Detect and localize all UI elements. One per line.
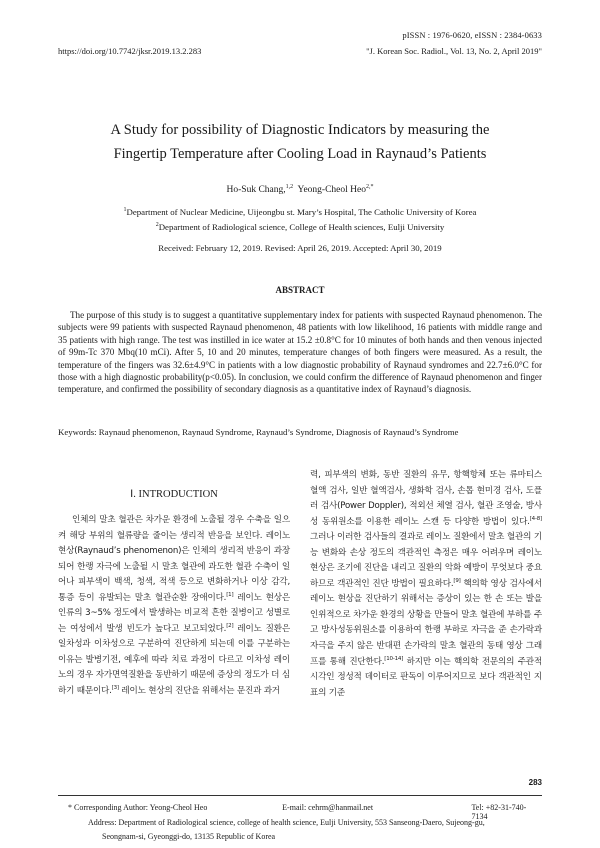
- intro-right-text-1: 력, 피부색의 변화, 동반 질환의 유무, 항핵항체 또는 류마티스 혈액 검사, 일반 혈액검사, 생화학 검사, 손톱 현미경 검사, 도플러 검사(Power Doppler), 적외선 체열 검사, 혈관 조영술, 방사성 동위원소를 이용한 레이노 스캔 등 다양한 방법이 있다.: [310, 470, 542, 527]
- intro-left-text-4: 레이노 현상의 진단을 위해서는 문진과 과거: [118, 686, 280, 697]
- header-row: [58, 46, 542, 56]
- intro-left-text-2: 레이노 현상은 인류의 3~5% 정도에서 발생하는 비교적 흔한 질병이고 성별로는 여성에서 발생 빈도가 높다고 보고되었다.: [58, 592, 290, 634]
- intro-right-text-2: 그러나 이러한 검사들의 결과로 레이노 질환에서 말초 혈관의 기능 변화와 손상 정도의 객관적인 측정은 매우 어려우며 레이노 현상은 조기에 진단을 내리고 질환의 악화 예방이 무엇보다 중요하므로 객관적인 진단 방법이 필요하다.: [310, 532, 542, 589]
- author-2: Yeong-Cheol Heo: [297, 185, 366, 196]
- title-line-1: A Study for possibility of Diagnostic Indicators by measuring the: [110, 122, 490, 138]
- intro-left-column: [58, 513, 290, 700]
- authors: [0, 184, 600, 195]
- author-1-affil: 1,2: [285, 184, 294, 190]
- footer-divider: [58, 795, 542, 796]
- intro-left-text-3: 레이노 질환은 일차성과 이차성으로 구분하여 진단하게 되는데 이를 구분하는 이유는 발병기전, 예후에 따라 치료 과정이 다르고 이차성 레이노의 경우 자가면역질환을 동반하기 때문에 증상의 정도가 더 심하기 때문이다.: [58, 623, 290, 697]
- paper-title: [40, 118, 560, 166]
- received-dates: Received: February 12, 2019. Revised: April 26, 2019. Accepted: April 30, 2019: [158, 243, 442, 253]
- corresponding-author: * Corresponding Author: Yeong-Cheol Heo: [68, 803, 208, 812]
- introduction-heading: Ⅰ. INTRODUCTION: [130, 489, 218, 500]
- intro-left-text-1: 인체의 말초 혈관은 차가운 환경에 노출될 경우 수축을 일으켜 해당 부위의 혈류량을 줄이는 생리적 반응을 보인다. 레이노 현상(Raynaud’s phenomenon)은 인체의 생리적 반응이 과장되어 한랭 자극에 노출될 시 말초 혈관에 과도한 혈관 수축이 일어나 피부색이 백색, 청색, 적색 등으로 변화하거나 이상 감각, 통증 등이 유발되는 말초 혈관순환 장애이다.: [58, 515, 290, 603]
- intro-right-text-3: 핵의학 영상 검사에서 레이노 현상을 진단하기 위해서는 증상이 있는 한 손 또는 발을 인위적으로 차가운 환경의 상황을 만들어 말초 혈관에 부하를 주고 방사성동위원소를 이용하여 한랭 부하로 자극을 준 손가락과 자극을 주지 않은 반대편 손가락의 말초 혈관의 동태 영상 그래프를 통해 진단한다.: [310, 578, 542, 667]
- affiliation-2: [40, 222, 560, 232]
- author-2-affil: 2,*: [365, 184, 374, 190]
- affiliation-1-text: Department of Nuclear Medicine, Uijeongbu st. Mary’s Hospital, The Catholic University of Korea: [126, 207, 477, 217]
- citation-3[interactable]: [3]: [111, 685, 119, 692]
- citation-2[interactable]: [2]: [226, 622, 234, 629]
- citation-9[interactable]: [9]: [453, 577, 461, 584]
- page-number: 283: [528, 778, 542, 787]
- citation-4-8[interactable]: [4-8]: [529, 515, 542, 522]
- citation-10-14[interactable]: [10-14]: [384, 655, 404, 662]
- journal-citation: "J. Korean Soc. Radiol., Vol. 13, No. 2, April 2019": [366, 46, 542, 56]
- address-line-2: Seongnam-si, Gyeonggi-do, 13135 Republic of Korea: [102, 832, 276, 841]
- keywords: Keywords: Raynaud phenomenon, Raynaud Syndrome, Raynaud’s Syndrome, Diagnosis of Raynaud’s Syndrome: [58, 427, 459, 437]
- title-line-2: Fingertip Temperature after Cooling Load in Raynaud’s Patients: [113, 146, 487, 162]
- intro-right-column: [310, 468, 542, 701]
- intro-right-text-4: 하지만 이는 핵의학 전문의의 주관적 시각인 정성적 데이터로 판독이 이루어지므로 보다 객관적인 지표의 기준: [310, 656, 542, 698]
- author-tel: Tel: +82-31-740-7134: [471, 803, 527, 821]
- issn-line: pISSN : 1976-0620, eISSN : 2384-0633: [402, 30, 542, 40]
- citation-1[interactable]: [1]: [226, 591, 234, 598]
- affiliation-1: [40, 207, 560, 217]
- author-email[interactable]: E-mail: cehrm@hanmail.net: [282, 803, 374, 812]
- author-1: Ho-Suk Chang,: [226, 185, 286, 196]
- affiliation-1-sup: 1: [123, 207, 127, 214]
- affiliation-2-text: Department of Radiological science, College of Health sciences, Eulji University: [158, 222, 445, 232]
- address-line-1: Address: Department of Radiological science, college of health science, Eulji University, 553 Sanseong-Daero, Sujeong-gu,: [88, 818, 485, 827]
- affiliation-2-sup: 2: [155, 222, 159, 229]
- abstract-text: The purpose of this study is to suggest a quantitative supplementary index for patients with suspected Raynaud phenomenon. The subjects were 99 patients with suspected Raynaud phenomenon, 48 patients with low likelihood, 16 patients with middle range and 35 patients with high range. The test was instilled in ice water at 15.2 ±0.8°C for 10 minutes of both hands and then venous injected of 99m-Tc 370 Mbq(10 mCi). After 5, 10 and 20 minutes, temperature changes of both fingers were measured. As a result, the temperature of the fingers was 32.6±4.9°C in patients with a low diagnostic probability of Raynaud syndromes and 22.7±6.0°C for those with a high diagnostic probability(p<0.05). In conclusion, we could confirm the difference of Raynaud phenomenon and finger temperature, and confirmed the possibility of secondary diagnosis as a quantitative index of Raynaud’s diagnosis.: [58, 310, 542, 395]
- abstract-heading: ABSTRACT: [275, 285, 325, 295]
- doi-link[interactable]: https://doi.org/10.7742/jksr.2019.13.2.283: [58, 46, 202, 56]
